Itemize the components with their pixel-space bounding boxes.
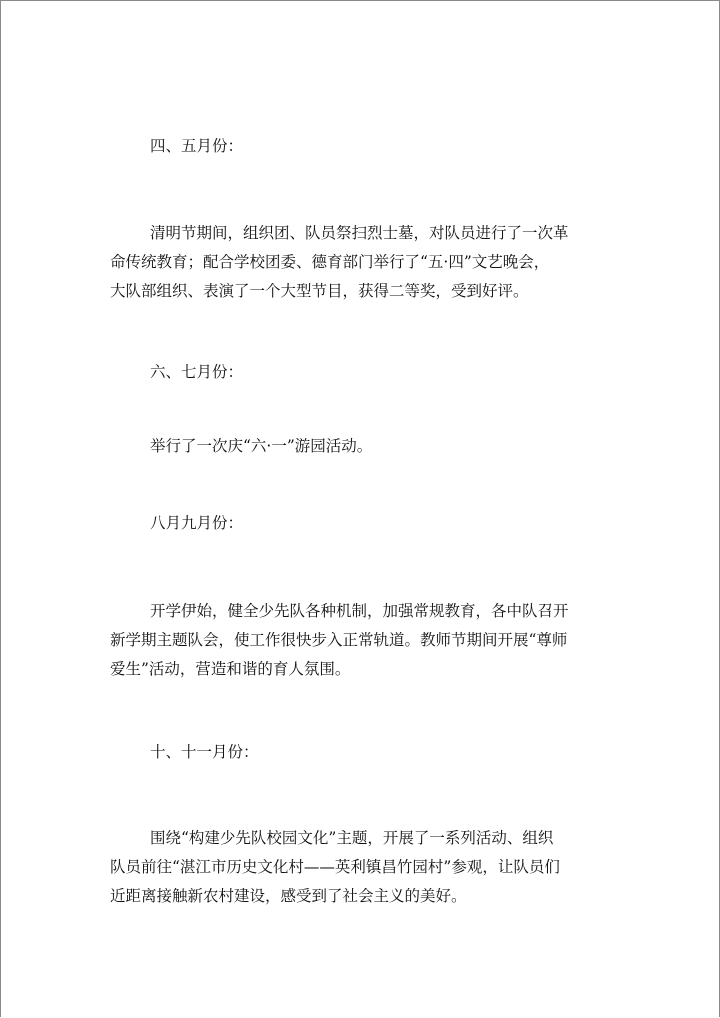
section-paragraph-oct-nov bbox=[110, 824, 590, 911]
paragraph-line: 举行了一次庆“六·一”游园活动。 bbox=[150, 437, 373, 455]
paragraph-line: 近距离接触新农村建设，感受到了社会主义的美好。 bbox=[110, 887, 467, 905]
section-heading-aug-sep: 八月九月份： bbox=[150, 514, 244, 532]
paragraph-line: 队员前往“湛江市历史文化村——英利镇昌竹园村”参观，让队员们 bbox=[110, 858, 560, 876]
paragraph-line: 清明节期间，组织团、队员祭扫烈士墓，对队员进行了一次革 bbox=[150, 224, 569, 242]
paragraph-line: 开学伊始，健全少先队各种机制，加强常规教育，各中队召开 bbox=[150, 602, 569, 620]
section-heading-jun-jul: 六、七月份： bbox=[150, 363, 244, 381]
section-paragraph-aug-sep bbox=[110, 597, 590, 684]
section-paragraph-jun-jul bbox=[110, 432, 590, 461]
paragraph-line: 围绕“构建少先队校园文化”主题，开展了一系列活动、组织 bbox=[150, 829, 554, 847]
section-heading-apr-may: 四、五月份： bbox=[150, 137, 244, 155]
section-heading-oct-nov: 十、十一月份： bbox=[150, 743, 259, 761]
paragraph-line: 爱生”活动，营造和谐的育人氛围。 bbox=[110, 660, 351, 678]
paragraph-line: 新学期主题队会，使工作很快步入正常轨道。教师节期间开展“尊师 bbox=[110, 631, 568, 649]
section-paragraph-apr-may bbox=[110, 219, 590, 306]
paragraph-line: 大队部组织、表演了一个大型节目，获得二等奖，受到好评。 bbox=[110, 282, 529, 300]
paragraph-line: 命传统教育；配合学校团委、德育部门举行了“五·四”文艺晚会， bbox=[110, 253, 550, 271]
